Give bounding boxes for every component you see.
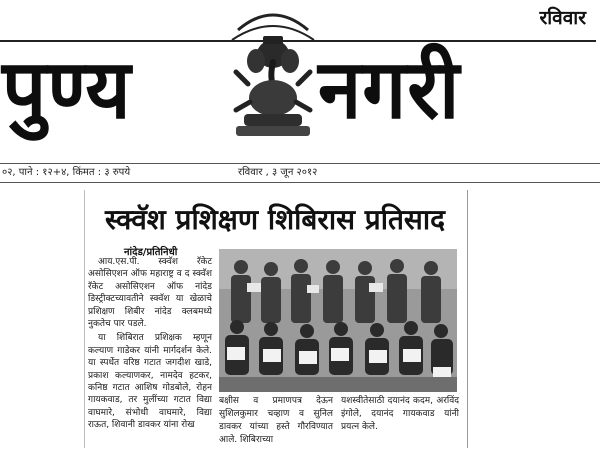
article-paragraph: आय.एस.पी. स्क्वॅश रॅकेट असोसिएशन ऑफ महाराष्ट्र व द स्क्वॅश रॅकेट असोसिएशन ऑफ नांदेड डिस्ट्रीक्टच्यावतीने स्क्वॅश या खेळाचे प्रशिक्षण शिबीर नांदेड क्लबमध्ये नुकतेच पार पडले. — [88, 257, 212, 330]
article-byline: नांदेड/प्रतिनिधी — [124, 247, 178, 258]
issue-date: रविवार , ३ जून २०१२ — [238, 167, 318, 178]
article-paragraph: या शिबिरात प्रशिक्षक म्हणून कल्याण गाडेकर यांनी मार्गदर्शन केले. या स्पर्धेत वरिष्ठ गटात जगदीश खाडे, प्रकाश कल्याणकर, नामदेव हटकर, कनिष्ठ गटात आशिष गोडबोले, रोहन गायकवाड, तर मुलींच्या गटात विद्या वाघमारे, संभोधी वाघमारे, विद्या राऊत, शिवानी डावकर यांना रोख — [88, 333, 212, 431]
masthead-day-label: रविवार — [539, 7, 586, 29]
masthead-title-left: पुण्य — [2, 42, 132, 138]
issue-info-bar — [0, 163, 600, 183]
masthead-title-right: नगरी — [318, 42, 461, 138]
photo-caption-left: बक्षीस व प्रमाणपत्र देऊन सुशिलकुमार चव्हाण व सुनिल डावकर यांच्या हस्ते गौरविण्यात आले. शिबिराच्या — [219, 396, 333, 445]
article-headline: स्क्वॅश प्रशिक्षण शिबिरास प्रतिसाद — [105, 203, 445, 236]
photo-caption-right: यशस्वीतेसाठी दयानंद कदम, अरविंद इंगोले, दयानंद गायकवाड यांनी प्रयत्न केले. — [341, 396, 459, 432]
article-body — [88, 256, 212, 434]
issue-details: ०२, पाने : १२+४, किंमत : ३ रुपये — [2, 167, 131, 178]
ganesha-emblem-icon — [218, 6, 328, 146]
group-photo — [219, 249, 457, 392]
